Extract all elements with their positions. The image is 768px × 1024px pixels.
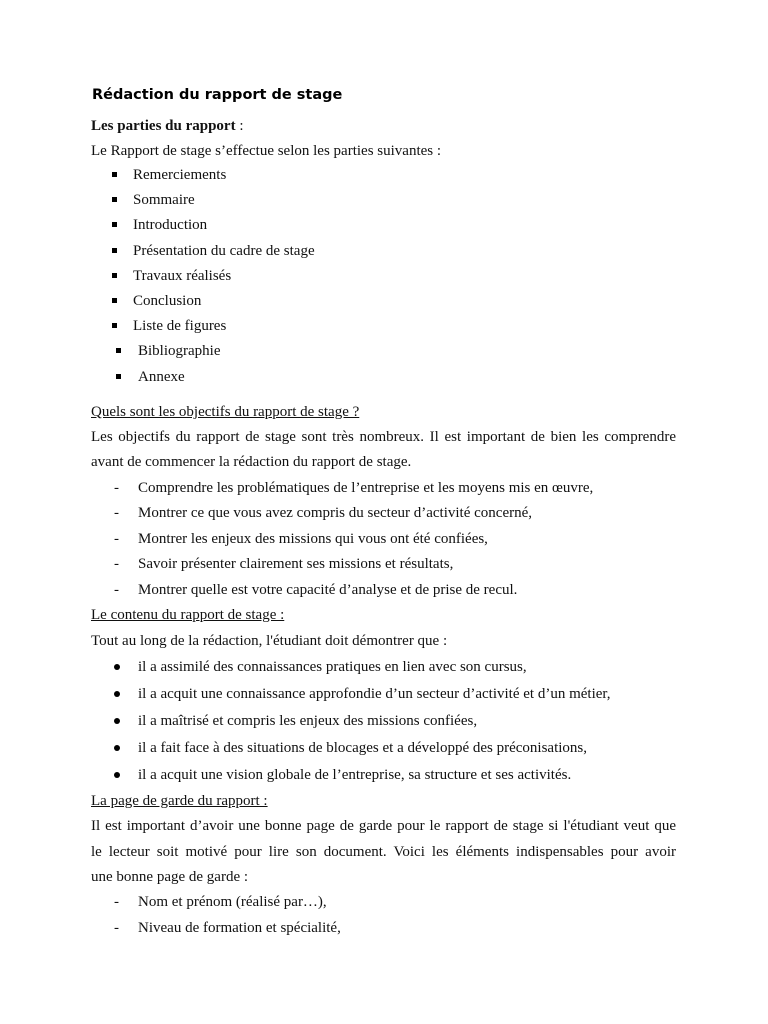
document-title: Rédaction du rapport de stage (92, 87, 343, 103)
dash-bullet-icon: - (114, 531, 119, 547)
dash-bullet-icon: - (114, 894, 119, 910)
list-item: Remerciements (133, 167, 227, 183)
list-item: Présentation du cadre de stage (133, 243, 315, 259)
section-parties (91, 117, 244, 135)
round-bullet-icon (114, 664, 120, 670)
square-bullet-icon (112, 298, 117, 303)
objectifs-paragraph-line: avant de commencer la rédaction du rapport de stage. (91, 454, 412, 470)
square-bullet-icon (112, 323, 117, 328)
list-item: Montrer ce que vous avez compris du secteur d’activité concerné, (138, 505, 532, 521)
parties-intro: Le Rapport de stage s’effectue selon les parties suivantes : (91, 143, 442, 159)
round-bullet-icon (114, 718, 120, 724)
square-bullet-icon (112, 273, 117, 278)
list-item: Introduction (133, 217, 208, 233)
list-item: Comprendre les problématiques de l’entreprise et les moyens mis en œuvre, (138, 480, 594, 496)
section-heading-contenu: Le contenu du rapport de stage : (91, 607, 285, 623)
section-heading-parties: Les parties du rapport (91, 118, 236, 134)
square-bullet-icon (112, 222, 117, 227)
list-item: Nom et prénom (réalisé par…), (138, 894, 327, 910)
objectifs-paragraph-line: Les objectifs du rapport de stage sont très nombreux. Il est important de bien les comprendre (91, 429, 676, 445)
garde-paragraph-line: Il est important d’avoir une bonne page de garde pour le rapport de stage si l'étudiant veut que (91, 818, 676, 834)
square-bullet-icon (116, 348, 121, 353)
list-item: il a fait face à des situations de blocages et a développé des préconisations, (138, 740, 588, 756)
section-heading-objectifs: Quels sont les objectifs du rapport de stage ? (91, 404, 360, 420)
list-item: Liste de figures (133, 318, 227, 334)
square-bullet-icon (112, 248, 117, 253)
list-item: il a maîtrisé et compris les enjeux des missions confiées, (138, 713, 478, 729)
round-bullet-icon (114, 691, 120, 697)
list-item: Savoir présenter clairement ses missions et résultats, (138, 556, 454, 572)
list-item: Niveau de formation et spécialité, (138, 920, 341, 936)
dash-bullet-icon: - (114, 582, 119, 598)
list-item: Conclusion (133, 293, 202, 309)
contenu-intro: Tout au long de la rédaction, l'étudiant doit démontrer que : (91, 633, 448, 649)
list-item: Bibliographie (138, 343, 221, 359)
list-item: Annexe (138, 369, 185, 385)
list-item: il a acquit une vision globale de l’entreprise, sa structure et ses activités. (138, 767, 572, 783)
garde-paragraph-line: une bonne page de garde : (91, 869, 249, 885)
round-bullet-icon (114, 772, 120, 778)
section-heading-page-de-garde: La page de garde du rapport : (91, 793, 268, 809)
dash-bullet-icon: - (114, 556, 119, 572)
dash-bullet-icon: - (114, 480, 119, 496)
round-bullet-icon (114, 745, 120, 751)
list-item: il a assimilé des connaissances pratiques en lien avec son cursus, (138, 659, 527, 675)
list-item: Sommaire (133, 192, 195, 208)
list-item: Travaux réalisés (133, 268, 232, 284)
heading-colon: : (235, 118, 244, 134)
square-bullet-icon (116, 374, 121, 379)
square-bullet-icon (112, 172, 117, 177)
dash-bullet-icon: - (114, 920, 119, 936)
list-item: Montrer quelle est votre capacité d’analyse et de prise de recul. (138, 582, 518, 598)
list-item: il a acquit une connaissance approfondie d’un secteur d’activité et d’un métier, (138, 686, 611, 702)
dash-bullet-icon: - (114, 505, 119, 521)
square-bullet-icon (112, 197, 117, 202)
list-item: Montrer les enjeux des missions qui vous ont été confiées, (138, 531, 488, 547)
garde-paragraph-line: le lecteur soit motivé pour lire son document. Voici les éléments indispensables pour avoir (91, 844, 676, 860)
